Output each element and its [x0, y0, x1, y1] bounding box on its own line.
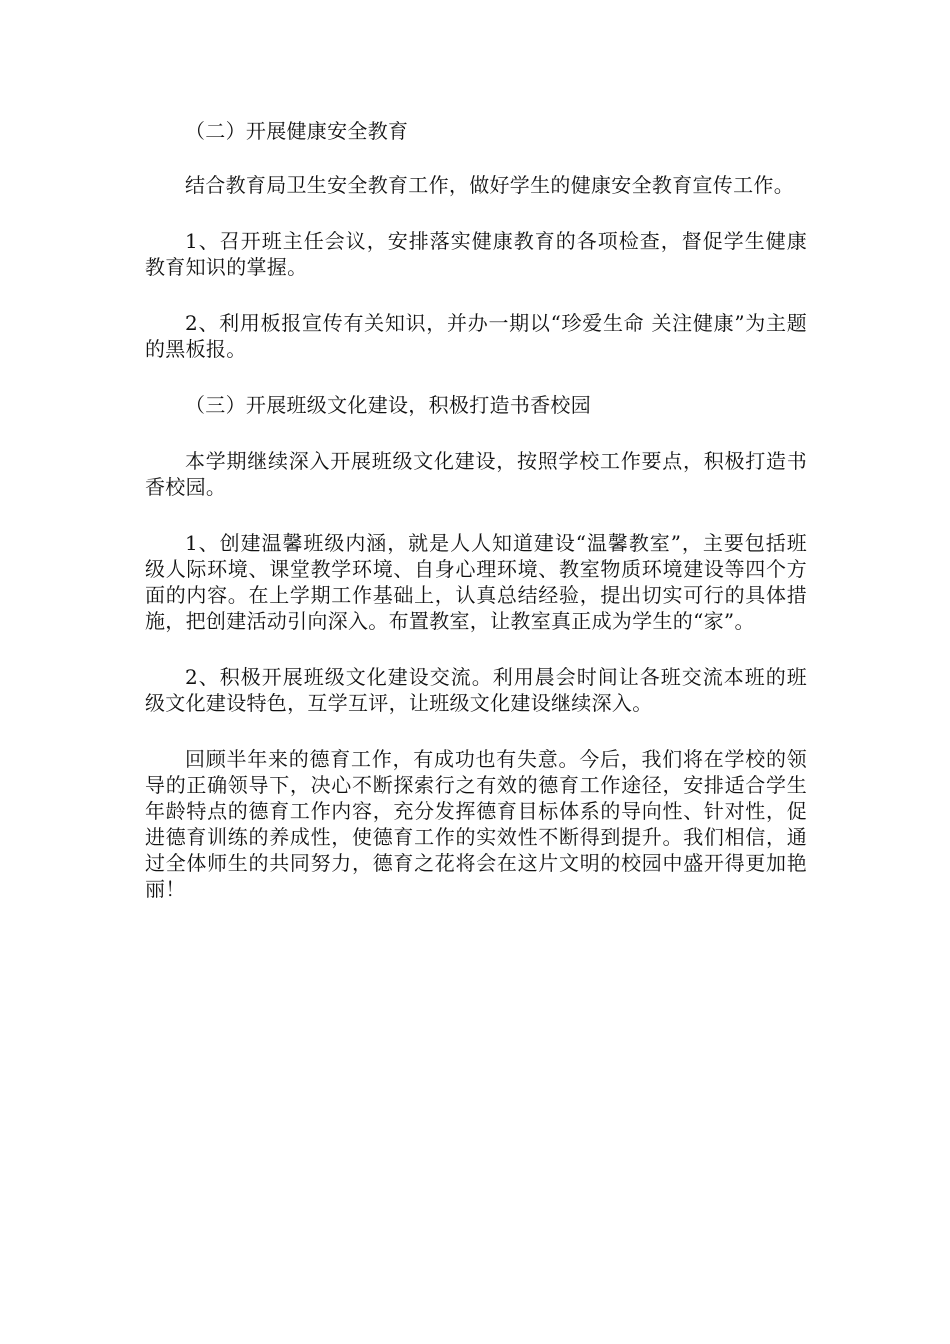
- paragraph-health-item-1: 1、召开班主任会议，安排落实健康教育的各项检查，督促学生健康教育知识的掌握。: [145, 229, 807, 279]
- paragraph-culture-item-1: 1、创建温馨班级内涵，就是人人知道建设“温馨教室”，主要包括班级人际环境、课堂教学环境、自身心理环境、教室物质环境建设等四个方面的内容。在上学期工作基础上，认真总结经验，提出切实可行的具体措施，把创建活动引向深入。布置教室，让教室真正成为学生的“家”。: [145, 531, 807, 633]
- paragraph-culture-intro: 本学期继续深入开展班级文化建设，按照学校工作要点，积极打造书香校园。: [145, 449, 807, 499]
- paragraph-conclusion: 回顾半年来的德育工作，有成功也有失意。今后，我们将在学校的领导的正确领导下，决心不断探索行之有效的德育工作途径，安排适合学生年龄特点的德育工作内容，充分发挥德育目标体系的导向性、针对性，促进德育训练的养成性，使德育工作的实效性不断得到提升。我们相信，通过全体师生的共同努力，德育之花将会在这片文明的校园中盛开得更加艳丽！: [145, 747, 807, 901]
- document-page: [145, 118, 807, 902]
- paragraph-health-intro: 结合教育局卫生安全教育工作，做好学生的健康安全教育宣传工作。: [185, 173, 794, 197]
- paragraph-health-item-2: 2、利用板报宣传有关知识，并办一期以“珍爱生命 关注健康”为主题的黑板报。: [145, 311, 807, 361]
- paragraph-culture-item-2: 2、积极开展班级文化建设交流。利用晨会时间让各班交流本班的班级文化建设特色，互学互评，让班级文化建设继续深入。: [145, 665, 807, 715]
- section-heading-class-culture: （三）开展班级文化建设，积极打造书香校园: [185, 393, 591, 417]
- section-heading-health-safety: （二）开展健康安全教育: [185, 119, 409, 143]
